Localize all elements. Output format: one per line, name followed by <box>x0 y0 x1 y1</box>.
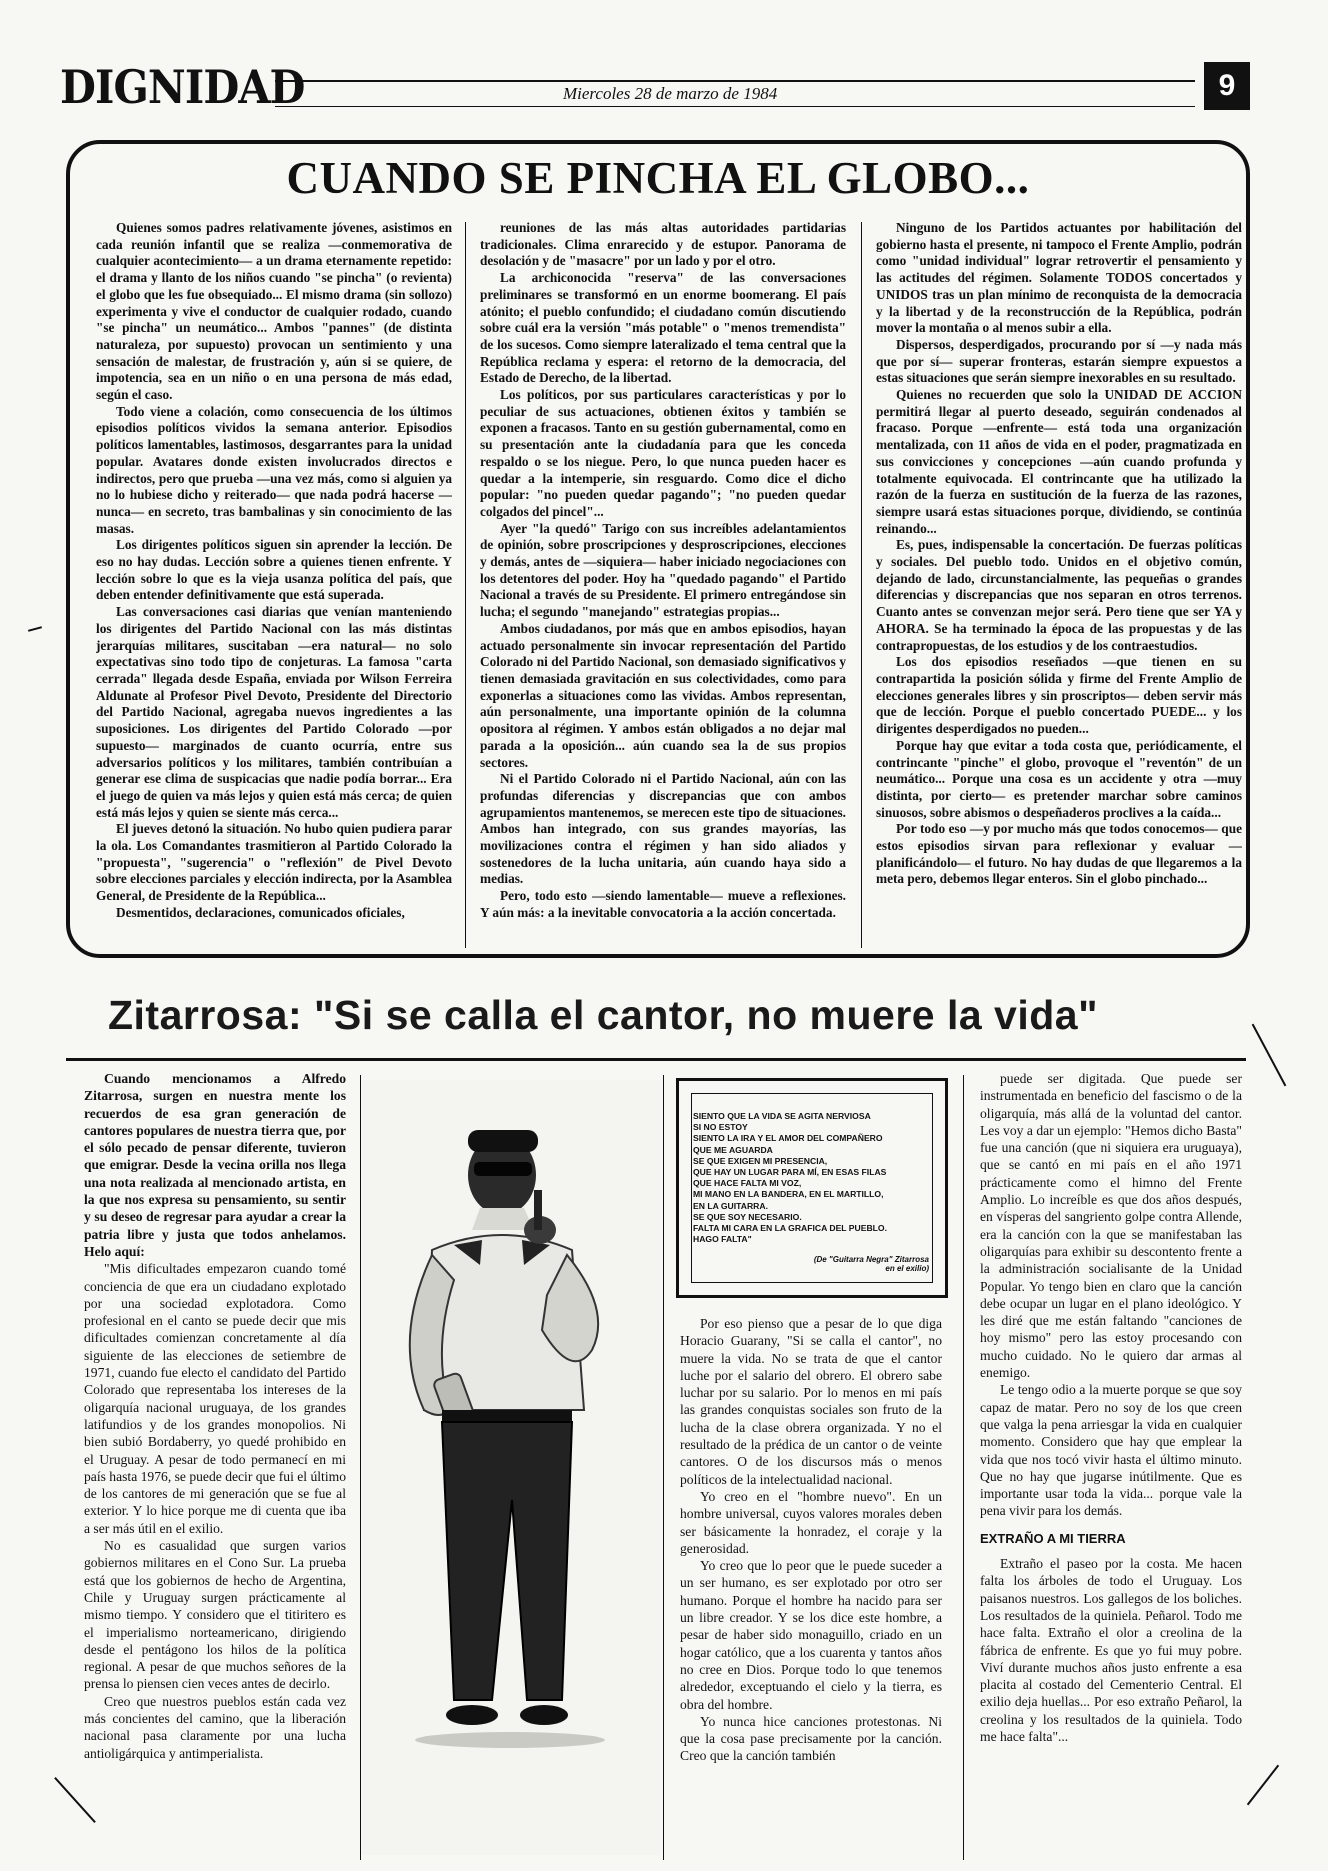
editorial-column-1 <box>96 220 452 948</box>
verse-lines <box>693 1111 923 1245</box>
paragraph: Ambos ciudadanos, por más que en ambos episodios, hayan actuado personalmente sin invocar representación del Partido Colorado ni del Partido Nacional, son demasiado significativos y tienen demasiada gravitación en sus colectividades, como para exponerlas a situaciones como las vividas. Ambos representan, aún personalmente, una importante opinión de la columna opositora al régimen. Y ambos están obligados a no dejar mal parada a la oposición... aún cuando sea la de sus propios sectores. <box>480 620 846 770</box>
interview-column-4 <box>980 1070 1242 1860</box>
paragraph: Yo creo que lo peor que le puede suceder a un ser humano, es ser explotado por otro ser humano. Porque el hombre ha nacido para ser un libre creador. Y se los dice este hombre, a pesar de haber sido monaguillo, criado en un hogar católico, que a los cuarenta y tantos años no cree en Dios. Porque todo lo que tenemos alrededor, exceptuando el cielo y la tierra, es obra del hombre. <box>680 1558 942 1712</box>
verse-source: (De "Guitarra Negra" Zitarrosa en el exilio) <box>813 1255 929 1273</box>
issue-date: Miercoles 28 de marzo de 1984 <box>555 84 785 104</box>
paragraph: Es, pues, indispensable la concertación. De fuerzas políticas y sociales. Del pueblo todo. Unidos en el objetivo común, dejando de lado, circunstancialmente, las pequeñas o grandes diferencias y discrepancias que nos separan en otros terrenos. Cuanto antes se convenzan mejor será. Pero tiene que ser YA y AHORA. Se ha terminado la época de las propuestas y de las contrapropuestas, de los estudios y de los contraestudios. <box>876 537 1242 653</box>
newspaper-logo: DIGNIDAD <box>60 60 305 114</box>
paragraph: Ayer "la quedó" Tarigo con sus increíbles adelantamientos de opinión, sobre proscripciones y desproscripciones, elecciones y demás, antes de —siquiera— haber iniciado negociaciones con los detentores del poder. Hoy ha "quedado pagando" el Partido Nacional a través de su Presidente. El primero entregándose sin lucha; el segundo "manejando" estrategias propias... <box>480 520 846 620</box>
verse-line: QUE HAY UN LUGAR PARA MÍ, EN ESAS FILAS <box>693 1167 887 1178</box>
paragraph: Las conversaciones casi diarias que venían manteniendo los dirigentes del Partido Nacional con las más distintas jerarquías militares, suscitaban —era natural— no solo expectativas sino todo tipo de conjeturas. La famosa "carta cerrada" llegada desde España, enviada por Wilson Ferreira Aldunate al Profesor Pivel Devoto, Presidente del Directorio del Partido Nacional, agregaba nuevos ingredientes a las suposiciones. Los dirigentes del Partido Colorado —por supuesto— marginados de cuanto ocurría, entre sus adversarios políticos y los militares, también contribuían a generar ese clima de suspicacias que nadie podía borrar... Era el juego de quien va más lejos y quien está más cerca; de quien está más lejos y quien se siente más cerca... <box>96 604 452 820</box>
paragraph: El jueves detonó la situación. No hubo quien pudiera parar la ola. Los Comandantes trasmitieron al Partido Colorado la "propuesta", "sugerencia" o "reflexión" de Pivel Devoto sobre elecciones parciales y elección indirecta, por la Asamblea General, de Presidente de la República... <box>96 821 452 904</box>
verse-line: EN LA GUITARRA. <box>693 1200 768 1211</box>
paragraph: Los dos episodios reseñados —que tienen en su contrapartida la posición sólida y firme del Frente Amplio de elecciones generales libres y sin proscriptos— deben servir más que de lección. Porque el pueblo concertado PUEDE... y los dirigentes desperdigados no pueden... <box>876 654 1242 737</box>
paragraph: puede ser digitada. Que puede ser instrumentada en beneficio del fascismo o de la oligarquía, más allá de la voluntad del cantor. Les voy a dar un ejemplo: "Hemos dicho Basta" fue una canción (que ni siquiera era uruguaya), que se cantó en mi país en el año 1971 prácticamente como el himno del Frente Amplio. Lo increíble es que dos años después, en vísperas del sangriento golpe contra Allende, era la canción con la que se manifestaban las oligarquías para exhibir su descontento frente a la administración socialisante de la Unidad Popular. Yo tengo bien en claro que la canción debe ocupar un lugar en el plano ideológico. Y les diré que me están faltando "canciones de hoy mismo" pero las estoy procesando con mucho cuidado. No le quiero dar armas al enemigo. <box>980 1071 1242 1381</box>
paragraph: Los políticos, por sus particulares características y por lo peculiar de sus actuaciones, obtienen éxitos y también se exponen a fracasos. Tanto en su gestión gubernamental, como en su presentación ante la ciudadanía para que les conceda respaldo o se los niegue. Pero, lo que nunca pueden hacer es quedar a la intemperie, sin resguardo. Como dice el dicho popular: "no pueden quedar pagando"; "no pueden quedar colgados del pincel"... <box>480 387 846 519</box>
interview-column-3 <box>680 1315 942 1860</box>
paragraph: Pero, todo esto —siendo lamentable— mueve a reflexiones. Y aún más: a la inevitable convocatoria a la acción concertada. <box>480 888 846 920</box>
editorial-column-3 <box>876 220 1242 948</box>
editorial-headline: CUANDO SE PINCHA EL GLOBO... <box>286 153 1030 203</box>
paragraph: No es casualidad que surgen varios gobiernos militares en el Cono Sur. La prueba está que los gobiernos de hecho de Argentina, Chile y Uruguay surgen prácticamente al mismo tiempo. Y considero que el titiritero es el imperialismo norteamericano, dirigiendo desde el pentágono los hilos de la política regional. A pesar de que muchos señores de la prensa lo piensen cien veces antes de decirlo. <box>84 1538 346 1692</box>
masthead-rule-bottom <box>275 106 1195 107</box>
paragraph: Dispersos, desperdigados, procurando por sí —y nada más que por sí— superar fronteras, estarán siempre expuestos a estas situaciones que serán siempre inexorables en su resultado. <box>876 336 1242 386</box>
paragraph: La archiconocida "reserva" de las conversaciones preliminares se transformó en un enorme boomerang. El país atónito; el pueblo confundido; el ciudadano común discutiendo sobre cuál era la versión "más potable" o "menos tremendista" de los sucesos. Como siempre lateralizado el tema central que la República reclama y espera: el retorno de la democracia, del Estado de Derecho, de la libertad. <box>480 270 846 386</box>
verse-line: QUE HACE FALTA MI VOZ, <box>693 1178 802 1189</box>
paragraph: Ni el Partido Colorado ni el Partido Nacional, aún con las profundas diferencias y discrepancias que con ambos agrupamientos mantenemos, se merecen este tipo de situaciones. Ambos han integrado, con sus grandes mayorías, las movilizaciones contra el régimen y han sido aliados y sostenedores de la lucha unitaria, aún cuando haya sido a medias. <box>480 771 846 887</box>
paragraph: Todo viene a colación, como consecuencia de los últimos episodios políticos vividos la semana anterior. Episodios políticos lamentables, lastimosos, desgarrantes para la unidad popular. Avatares donde existen involucrados directos e indirectos, pero que prueba —una vez más, como si alguien ya no lo hubiese dicho y reiterado— que nada podrá hacerse —nunca— en secreto, tras bambalinas y sin conocimiento de las masas. <box>96 403 452 536</box>
paragraph: "Mis dificultades empezaron cuando tomé conciencia de que era un ciudadano explotado por una sociedad explotadora. Como profesional en el canto se puede decir que mis dificultades comienzan concretamente al día siguiente de las elecciones de setiembre de 1971, cuando fue electo el candidato del Partido Colorado que representaba los intereses de la oligarquía nacional uruguaya, de los grandes latifundios y de los grandes monopolios. Ni bien subió Bordaberry, yo quedé prohibido en el Uruguay. A pesar de todo permanecí en mi país hasta 1976, se puede decir que fui el último de los cantores de mi generación que se fue al exterior. Y lo hice porque me di cuenta que iba a ser más útil en el exilio. <box>84 1261 346 1536</box>
print-mark <box>28 626 42 632</box>
interview-column-1-body <box>84 1260 346 1762</box>
verse-box <box>676 1078 948 1298</box>
interview-intro: Cuando mencionamos a Alfredo Zitarrosa, surgen en nuestra mente los recuerdos de esa gran generación de cantores populares de nuestra tierra que, por el sólo pecado de pensar diferente, tuvieron que emigrar. Desde la vecina orilla nos llega una nota realizada al mencionado artista, en la que nos expresa su pensamiento, su sentir y su deseo de regresar para ayudar a crear la patria libre y justa que todos anhelamos. Helo aquí: <box>84 1071 346 1259</box>
paragraph: Yo nunca hice canciones protestonas. Ni que la cosa pase precisamente por la canción. Creo que la canción también <box>680 1713 942 1764</box>
interview-column-1 <box>84 1070 346 1860</box>
verse-line: HAGO FALTA" <box>693 1234 752 1245</box>
page-number: 9 <box>1204 62 1250 110</box>
interview-headline: Zitarrosa: "Si se calla el cantor, no muere la vida" <box>108 992 1099 1038</box>
verse-line: FALTA MI CARA EN LA GRAFICA DEL PUEBLO. <box>693 1223 887 1234</box>
paragraph: Porque hay que evitar a toda costa que, periódicamente, el contrincante "pinche" el globo, provoque el "reventón" de un neumático... Porque una cosa es un accidente y otra —muy distinta, por cierto— es pretender marchar sobre caminos sinuosos, sobre abismos o despeñaderos proclives a la caída... <box>876 737 1242 820</box>
interview-column-4-tail <box>980 1555 1242 1745</box>
column-divider <box>861 222 862 948</box>
interview-column-4-body <box>980 1070 1242 1520</box>
verse-line: SI NO ESTOY <box>693 1122 748 1133</box>
column-divider <box>465 222 466 948</box>
section-rule <box>66 1058 1246 1061</box>
masthead <box>60 58 1250 118</box>
print-mark <box>1247 1765 1279 1806</box>
verse-line: SIENTO LA IRA Y EL AMOR DEL COMPAÑERO <box>693 1133 883 1144</box>
paragraph: Por eso pienso que a pesar de lo que diga Horacio Guarany, "Si se calla el cantor", no muere la vida. No se trata de que el cantor luche por el salario del obrero. El obrero sabe luchar por su salario. Por lo menos en mi país las grandes conquistas sociales son fruto de la lucha de la clase obrera organizada. Y no el resultado de la prédica de un cantor o de veinte cantores. O de los discursos más o menos políticos de la intelectualidad nacional. <box>680 1316 942 1487</box>
paragraph: Yo creo en el "hombre nuevo". En un hombre universal, cuyos valores morales deben ser básicamente la honradez, el coraje y la generosidad. <box>680 1488 942 1556</box>
verse-line: MI MANO EN LA BANDERA, EN EL MARTILLO, <box>693 1189 884 1200</box>
masthead-rule-top <box>275 80 1195 82</box>
verse-line: SE QUE SOY NECESARIO. <box>693 1211 802 1222</box>
paragraph: Le tengo odio a la muerte porque se que soy capaz de matar. Pero no soy de los que creen que valga la pena arriesgar la vida en cualquier momento. Considero que hay que emplear la vida que nos tocó vivir hasta el último minuto. Que no hay que jugarse inútilmente. Que es importante usar toda la vida... porque vale la pena vivir para los demás. <box>980 1382 1242 1519</box>
zitarrosa-photo <box>362 1080 660 1855</box>
subheading-extrano: EXTRAÑO A MI TIERRA <box>980 1530 1126 1546</box>
verse-line: QUE ME AGUARDA <box>693 1144 773 1155</box>
paragraph: Desmentidos, declaraciones, comunicados oficiales, <box>116 904 405 920</box>
column-divider <box>963 1075 964 1860</box>
paragraph: Extraño el paseo por la costa. Me hacen falta los árboles de todo el Uruguay. Los paisanos nuestros. Los gallegos de los boliches. Los resultados de la quiniela. Peñarol. Todo me hace falta. Extraño el olor a creolina de la fábrica de enfrente. Es que yo fui muy pobre. Viví durante muchos años justo enfrente a esa placita al costado del Cementerio Central. El exilio deja huellas... Por eso extraño Peñarol, la creolina y los resultados de la quiniela. Todo me hace falta"... <box>980 1556 1242 1744</box>
paragraph: Los dirigentes políticos siguen sin aprender la lección. De eso no hay dudas. Lección sobre a quienes tienen enfrente. Y lección sobre lo que es la vieja usanza política del país, que deben entender definitivamente que está superada. <box>96 537 452 603</box>
verse-line: SE QUE EXIGEN MI PRESENCIA, <box>693 1155 828 1166</box>
print-mark <box>1252 1024 1287 1087</box>
verse-line: SIENTO QUE LA VIDA SE AGITA NERVIOSA <box>693 1111 871 1121</box>
paragraph: Ninguno de los Partidos actuantes por habilitación del gobierno hasta el presente, ni tampoco el Frente Amplio, podrán como "unidad individual" lograr retrovertir el pensamiento y las actitudes del régimen. Solamente TODOS concertados y UNIDOS tras un plan mínimo de reconquista de la democracia y la libertad y de la reconstrucción de la República, podrán mover la montaña o al menos subir a ella. <box>876 220 1242 336</box>
paragraph: Por todo eso —y por mucho más que todos conocemos— que estos episodios sirvan para reflexionar y evaluar —planificándolo— el futuro. No hay dudas de que llegaremos a la meta pero, debemos llegar enteros. Sin el globo pinchado... <box>876 821 1242 887</box>
editorial-column-2 <box>480 220 846 948</box>
paragraph: Quienes no recuerden que solo la UNIDAD DE ACCION permitirá llegar al puerto deseado, seguirán condenados al fracaso. Porque —enfrente— está toda una organización mentalizada, con 11 años de vida en el poder, pragmatizada en sus convicciones y concepciones —aún cuando profunda y totalmente equivocada. El contrincante que ha utilizado la razón de la fuerza en sustitución de la fuerza de las razones, siempre usará estas situaciones porque, dividiendo, se continúa reinando... <box>876 387 1242 536</box>
paragraph: reuniones de las más altas autoridades partidarias tradicionales. Clima enrarecido y de estupor. Panorama de desolación y de "masacre" por un lado y por el otro. <box>480 220 846 269</box>
paragraph: Creo que nuestros pueblos están cada vez más concientes del camino, que la liberación nacional pasa claramente por una lucha antioligárquica y antimperialista. <box>84 1693 346 1761</box>
paragraph: Quienes somos padres relativamente jóvenes, asistimos en cada reunión infantil que se realiza —conmemorativa de cualquier acontecimiento— a un drama eternamente repetido: el drama y llanto de los niños cuando "se pincha" (o revienta) el globo que les fue obsequiado... El mismo drama (sin sollozo) experimenta y vive el conductor de cualquier rodado, cuando "se pincha" un neumático... Ambos "pannes" (de distinta naturaleza, por supuesto) provocan un sentimiento y una sensación de malestar, de frustración y, aún si se quiere, de impotencia, sea en un niño o en una persona de más edad, según el caso. <box>96 220 452 403</box>
